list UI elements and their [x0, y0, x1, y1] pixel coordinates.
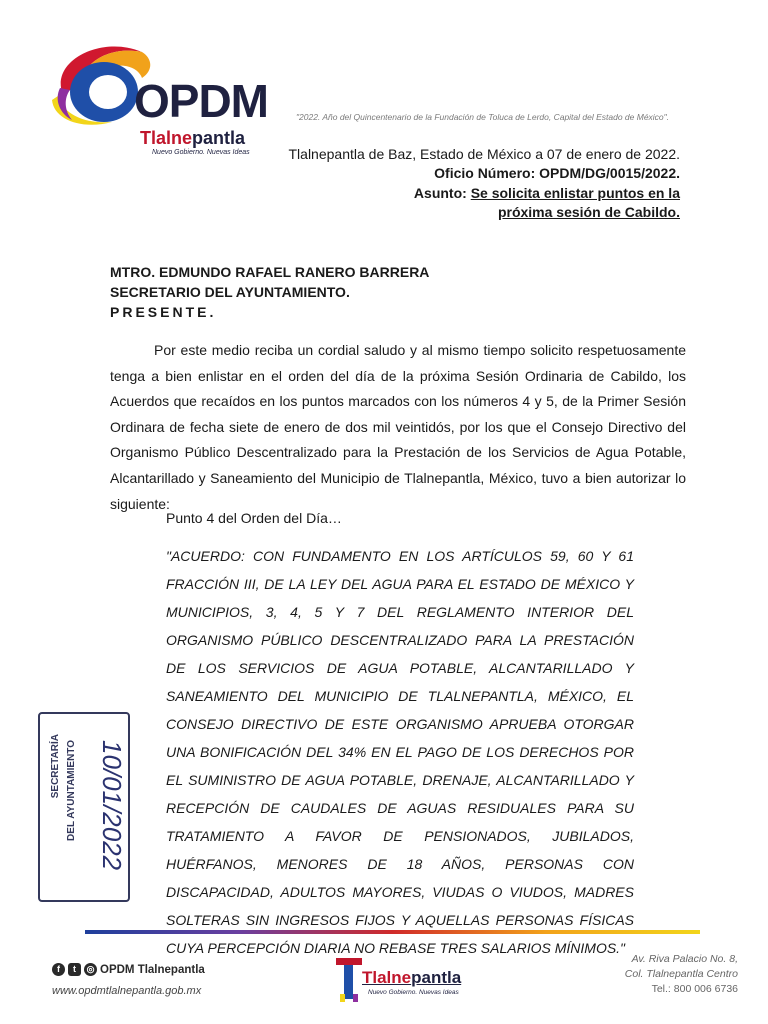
punto-heading: Punto 4 del Orden del Día… [166, 510, 342, 526]
footer-logo-slogan: Nuevo Gobierno. Nuevas Ideas [368, 989, 459, 996]
facebook-icon[interactable]: f [52, 963, 65, 976]
footer-city-post: pantla [411, 968, 462, 987]
asunto-label: Asunto: [413, 185, 467, 201]
social-links [52, 963, 205, 976]
opdm-logo [42, 30, 268, 156]
body-paragraph [110, 338, 686, 517]
footer-city-pre: Tlalne [362, 968, 412, 987]
twitter-icon[interactable]: t [68, 963, 81, 976]
logo-city [140, 129, 245, 147]
footer-logo-city [362, 968, 461, 988]
recipient-title: SECRETARIO DEL AYUNTAMIENTO. [110, 284, 350, 300]
year-motto: "2022. Año del Quincentenario de la Fundación de Toluca de Lerdo, Capital del Estado de México". [296, 112, 670, 122]
stamp-line-2: DEL AYUNTAMIENTO [66, 740, 77, 841]
asunto [414, 184, 680, 222]
recipient-block [110, 262, 429, 322]
acuerdo-text: "ACUERDO: CON FUNDAMENTO EN LOS ARTÍCULOS 59, 60 Y 61 FRACCIÓN III, DE LA LEY DEL AGUA PARA EL ESTADO DE MÉXICO Y MUNICIPIOS, 3, 4, 5 Y 7 DEL REGLAMENTO INTERIOR DEL ORGANISMO PÚBLICO DESCENTRALIZADO PARA LA PRESTACIÓN DE LOS SERVICIOS DE AGUA POTABLE, ALCANTARILLADO Y SANEAMIENTO DEL MUNICIPIO DE TLALNEPANTLA, MÉXICO, EL CONSEJO DIRECTIVO DE ESTE ORGANISMO APRUEBA OTORGAR UNA BONIFICACIÓN DEL 34% EN EL PAGO DE LOS DERECHOS POR EL SUMINISTRO DE AGUA POTABLE, DRENAJE, ALCANTARILLADO Y RECEPCIÓN DE CAUDALES DE AGUAS RESIDUALES PARA SU TRATAMIENTO A FAVOR DE PENSIONADOS, JUBILADOS, HUÉRFANOS, MENORES DE 18 AÑOS, PERSONAS CON DISCAPACIDAD, ADULTOS MAYORES, VIUDAS O VIUDOS, MADRES SOLTERAS SIN INGRESOS FIJOS Y AQUELLAS PERSONAS FÍSICAS CUYA PERCEPCIÓN DIARIA NO REBASE TRES SALARIOS MÍNIMOS." [166, 548, 634, 956]
website-link[interactable]: www.opdmtlalnepantla.gob.mx [52, 985, 202, 997]
address-line-1: Av. Riva Palacio No. 8, [631, 953, 738, 965]
body-text: Por este medio reciba un cordial saludo y al mismo tiempo solicito respetuosamente tenga a bien enlistar en el orden del día de la próxima Sesión Ordinaria de Cabildo, los Acuerdos que recaídos en los puntos marcados con los números 4 y 5, de la Primer Sesión Ordinara de fecha siete de enero de dos mil veintidós, por los que el Consejo Directivo del Organismo Público Descentralizado para la Prestación de los Servicios de Agua Potable, Alcantarillado y Saneamiento del Municipio de Tlalnepantla, México, tuvo a bien autorizar lo siguiente: [110, 342, 686, 512]
footer-color-bar [85, 930, 700, 934]
asunto-line-2: próxima sesión de Cabildo. [497, 204, 680, 220]
footer-logo [334, 956, 464, 1006]
stamp-line-1: SECRETARÍA [50, 734, 61, 799]
address-line-2: Col. Tlalnepantla Centro [624, 968, 738, 980]
tlalnepantla-t-icon [334, 956, 364, 1004]
instagram-icon[interactable]: ◎ [84, 963, 97, 976]
logo-wordmark: OPDM [134, 75, 268, 127]
social-handle: OPDM Tlalnepantla [100, 963, 205, 976]
presente: PRESENTE. [110, 304, 217, 320]
stamp-handwritten-date: 10/01/2022 [97, 740, 127, 871]
received-stamp [38, 712, 130, 902]
logo-city-post: pantla [192, 128, 246, 148]
recipient-name: MTRO. EDMUNDO RAFAEL RANERO BARRERA [110, 264, 430, 280]
address-block [625, 952, 738, 997]
logo-city-pre: Tlalne [140, 128, 193, 148]
phone-number: Tel.: 800 006 6736 [651, 983, 738, 995]
oficio-number: Oficio Número: OPDM/DG/0015/2022. [434, 165, 680, 181]
asunto-line-1: Se solicita enlistar puntos en la [470, 185, 680, 201]
logo-slogan: Nuevo Gobierno. Nuevas Ideas [152, 149, 250, 156]
place-date: Tlalnepantla de Baz, Estado de México a 07 de enero de 2022. [288, 146, 680, 162]
